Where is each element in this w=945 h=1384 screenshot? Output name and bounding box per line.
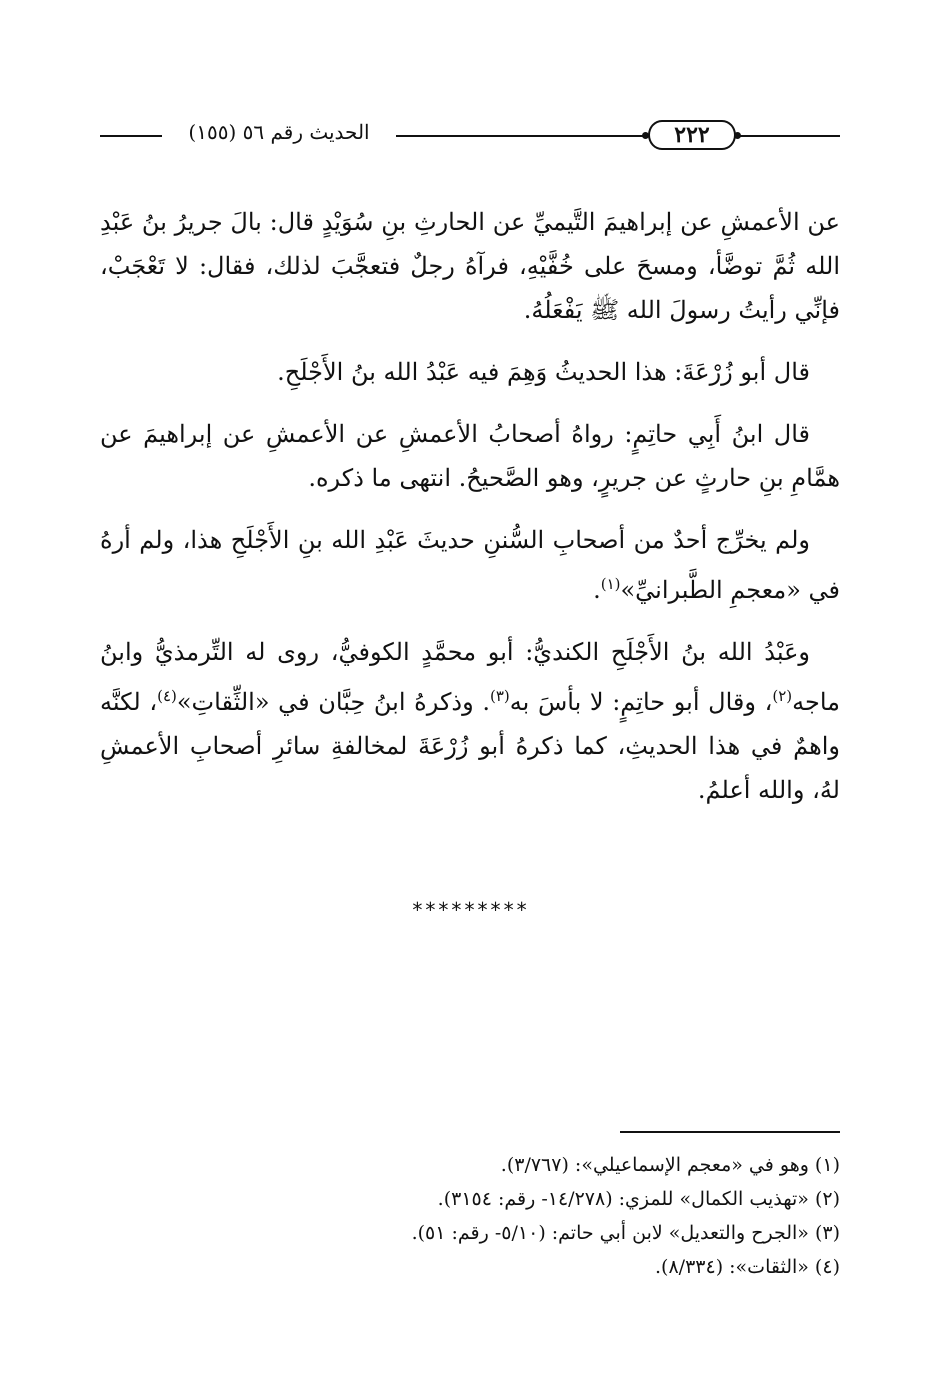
paragraph-takhrij: [100, 518, 840, 612]
footnote-item: (٣) «الجرح والتعديل» لابن أبي حاتم: (٥/١٠- رقم: ٥١).: [411, 1222, 840, 1244]
footnote-item: (٤) «الثقات»: (٨/٣٣٤).: [655, 1256, 840, 1278]
paragraph-abu-zurah: قال أبو زُرْعَةَ: هذا الحديثُ وَهِمَ فيه عَبْدُ الله بنُ الأَجْلَحِ.: [277, 358, 810, 386]
footnotes: [100, 1148, 840, 1284]
paragraph-text: ، وقال أبو حاتِمٍ: لا بأسَ به: [509, 688, 773, 716]
page-header: [100, 108, 840, 152]
paragraph-text: . وذكرهُ ابنُ حِبَّان في «الثِّقاتِ»: [176, 688, 490, 716]
header-rule-left: [100, 135, 162, 137]
paragraph-text: ، لكنَّه واهمٌ في هذا الحديثِ، كما ذكرهُ أبو زُرْعَةَ لمخالفةِ سائرِ أصحابِ الأعمشِ لهُ، والله أعلمُ.: [100, 688, 840, 804]
footnote-marker: (٤): [157, 687, 177, 705]
paragraph-text: وعَبْدُ الله بنُ الأَجْلَحِ الكنديُّ: أبو محمَّدٍ الكوفيُّ، روى له التِّرمذيُّ وابنُ ماجه: [100, 638, 840, 716]
footnote-marker: (٣): [489, 687, 510, 705]
footnote-rule: [620, 1131, 840, 1133]
section-separator: *********: [411, 898, 529, 922]
paragraph-text: ولم يخرِّج أحدٌ من أصحابِ السُّننِ حديثَ عَبْدِ الله بنِ الأَجْلَحِ هذا، ولم أرهُ في «معجمِ الطَّبرانيِّ»: [100, 526, 840, 604]
paragraph-text: .: [593, 576, 601, 604]
footnote-marker: (١): [600, 575, 621, 593]
paragraph-narrator-bio: [100, 630, 840, 812]
paragraph-hadith: عن الأعمشِ عن إبراهيمَ التَّيميِّ عن الحارثِ بنِ سُوَيْدٍ قال: بالَ جريرُ بنُ عَبْدِ الله ثُمَّ توضَّأ، ومسحَ على خُفَّيْهِ، فرآهُ رجلٌ فتعجَّبَ لذلك، فقال: لا تَعْجَبْ، فإنِّي رأيتُ رسولَ الله ﷺ يَفْعَلُهُ.: [100, 208, 840, 324]
footnote-marker: (٢): [772, 687, 793, 705]
header-rule-right: [740, 135, 840, 137]
main-text: [100, 200, 840, 830]
page-number: ٢٢٢: [648, 120, 736, 150]
footnote-item: (٢) «تهذيب الكمال» للمزي: (١٤/٢٧٨- رقم: ٣١٥٤).: [437, 1188, 840, 1210]
paragraph-ibn-abi-hatim: قال ابنُ أَبِي حاتِمٍ: رواهُ أصحابُ الأعمشِ عن الأعمشِ عن إبراهيمَ عن همَّامِ بنِ حارثٍ عن جريرٍ، وهو الصَّحيحُ. انتهى ما ذكره.: [100, 420, 840, 492]
footnote-item: (١) وهو في «معجم الإسماعيلي»: (٣/٧٦٧).: [500, 1154, 840, 1176]
hadith-reference: الحديث رقم ٥٦ (١٥٥): [188, 120, 370, 144]
header-rule-middle: [396, 135, 644, 137]
